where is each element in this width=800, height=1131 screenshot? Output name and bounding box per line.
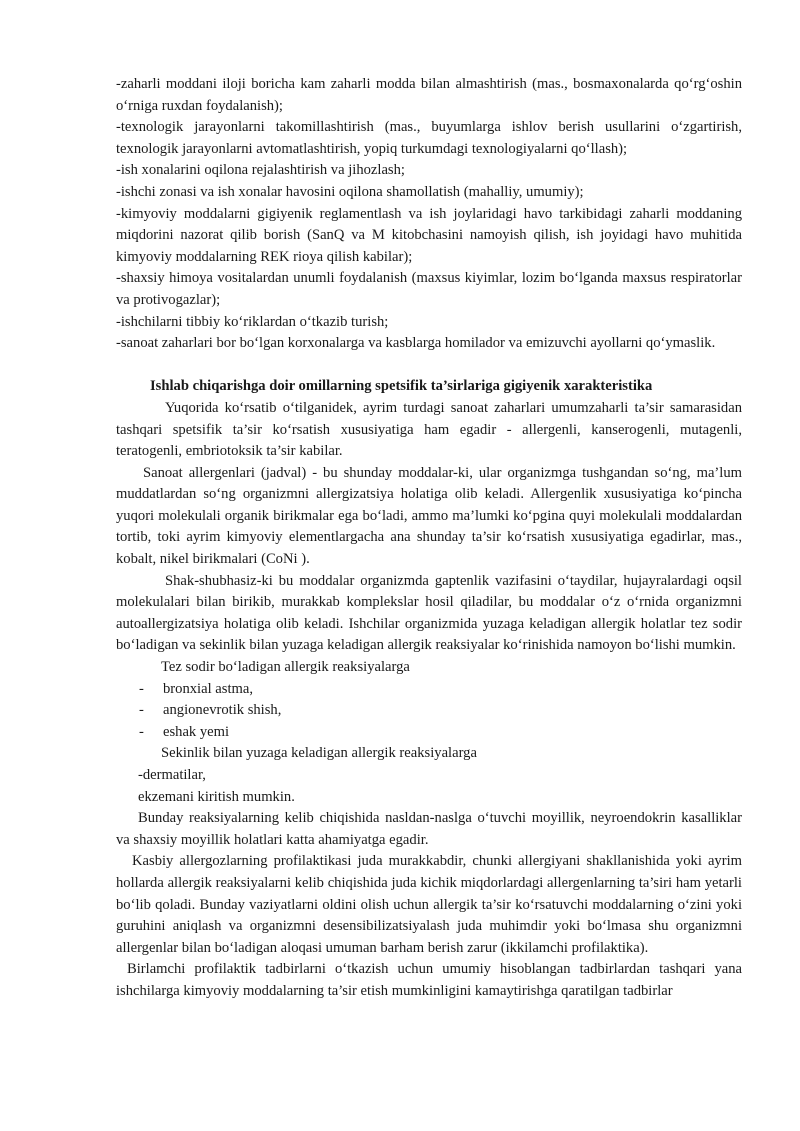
- dash-marker: -: [139, 702, 144, 719]
- fast-reaction-text: angionevrotik shish,: [163, 702, 282, 719]
- list-item-planning: -ish xonalarini oqilona rejalashtirish va jihozlash;: [116, 162, 405, 179]
- list-item-technology: -texnologik jarayonlarni takomillashtirish (mas., buyumlarga ishlov berish usullarini o‘zgartirish, texnologik jarayonlarni avtomatlashtirish, yopiq turkumdagi texnologiyalarni qo‘llash);: [116, 119, 742, 157]
- fast-reaction-text: bronxial astma,: [163, 680, 253, 697]
- paragraph-haptens: Shak-shubhasiz-ki bu moddalar organizmda gaptenlik vazifasini o‘taydilar, hujayralardagi oqsil molekulalari bilan birikib, murakkab komplekslar hosil qiladilar, bu moddalar o‘z o‘rnida organizmni autoallergizatsiya holatiga olib keladi. Ishchilar organizmida yuzaga keladigan allergik holatlar tez sodir bo‘ladigan va sekinlik bilan yuzaga keladigan allergik reaksiyalar ko‘rinishida namoyon bo‘lishi mumkin.: [116, 572, 742, 654]
- list-item-medical-checks: -ishchilarni tibbiy ko‘riklardan o‘tkazib turish;: [116, 313, 389, 330]
- slow-reaction-item: -dermatilar,: [138, 767, 206, 783]
- paragraph-primary-prevention: Birlamchi profilaktik tadbirlarni o‘tkazish uchun umumiy hisoblangan tadbirlardan tashqari yana ishchilarga kimyoviy moddalarning ta’sir etish mumkinligini kamaytirishga qaratilgan tadbirlar: [116, 961, 742, 999]
- paragraph-allergens: Sanoat allergenlari (jadval) - bu shunday moddalar-ki, ular organizmga tushgandan so‘ng, ma’lum muddatlardan so‘ng organizmni allergizatsiya holatiga olib keladi. Allergenlik xususiyatiga ko‘pincha yuqori molekulali organik birikmalar ega bo‘ladi, ammo ma’lumki ko‘pgina quyi molekulali moddalardan tortib, toki ayrim kimyoviy elementlargacha ana shunday ta’sir ko‘rsatish xususiyatiga egadirlar, mas., kobalt, nikel birikmalari (CoNi ).: [116, 464, 742, 568]
- paragraph-prevention: Kasbiy allergozlarning profilaktikasi juda murakkabdir, chunki allergiyani shakllanishida yoki ayrim hollarda allergik reaksiyalarni kelib chiqishida juda kichik miqdorlardagi allergenlarning ta’siri ham yetarli bo‘lib qoladi. Bunday vaziyatlarni oldini olish uchun allergik ta’sir ko‘rsatuvchi moddalarning o‘zini yoki guruhini aniqlash va organizmni desensibilizatsiyalash juda muhimdir yoki bo‘lmasa shu organizmni allergenlar bilan bo‘ladigan aloqasi umuman barham berish zarur (ikkilamchi profilaktika).: [116, 853, 742, 956]
- list-item-ventilation: -ishchi zonasi va ish xonalar havosini oqilona shamollatish (mahalliy, umumiy);: [116, 183, 584, 200]
- section-heading: Ishlab chiqarishga doir omillarning spetsifik ta’sirlariga gigiyenik xarakteristika: [150, 378, 653, 395]
- slow-reactions-title: Sekinlik bilan yuzaga keladigan allergik reaksiyalarga: [161, 745, 477, 762]
- list-item-substitution: -zaharli moddani iloji boricha kam zaharli modda bilan almashtirish (mas., bosmaxonalarda qo‘rg‘oshin o‘rniga ruxdan foydalanish);: [116, 76, 742, 114]
- fast-reaction-item: [116, 679, 742, 701]
- dash-marker: -: [139, 723, 144, 740]
- dash-marker: -: [139, 680, 144, 697]
- fast-reaction-text: eshak yemi: [163, 723, 230, 740]
- list-item-protection: -shaxsiy himoya vositalardan unumli foydalanish (maxsus kiyimlar, lozim bo‘lganda maxsus respiratorlar va protivogazlar);: [116, 270, 742, 308]
- fast-reactions-title: Tez sodir bo‘ladigan allergik reaksiyalarga: [161, 659, 410, 676]
- paragraph-hereditary: Bunday reaksiyalarning kelib chiqishida nasldan-naslga o‘tuvchi moyillik, neyroendokrin kasalliklar va shaxsiy moyillik holatlari katta ahamiyatga egadir.: [116, 810, 742, 848]
- paragraph-intro: Yuqorida ko‘rsatib o‘tilganidek, ayrim turdagi sanoat zaharlari umumzaharli ta’sir samarasidan tashqari spetsifik ta’sir ko‘rsatish xususiyatiga ham egadir - allergenli, kanserogenli, mutagenli, teratogenli, embriotoksik ta’sir kabilar.: [116, 399, 742, 460]
- slow-reaction-item: ekzemani kiritish mumkin.: [138, 788, 295, 805]
- fast-reaction-item: [116, 700, 742, 722]
- fast-reaction-item: [116, 722, 742, 744]
- list-item-women: -sanoat zaharlari bor bo‘lgan korxonalarga va kasblarga homilador va emizuvchi ayollarni qo‘ymaslik.: [116, 335, 716, 352]
- list-item-regulation: -kimyoviy moddalarni gigiyenik reglamentlash va ish joylaridagi havo tarkibidagi zaharli moddaning miqdorini nazorat qilib borish (SanQ va M kitobchasini namoyish qilish, ish joyidagi havo muhitida kimyoviy moddalarning REK rioya qilish kabilar);: [116, 205, 742, 265]
- page-content: [116, 74, 742, 1003]
